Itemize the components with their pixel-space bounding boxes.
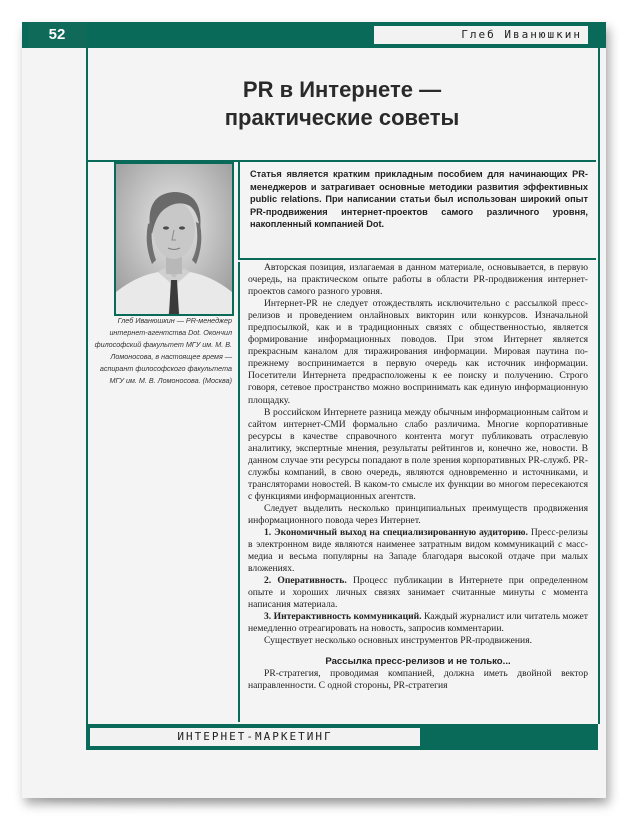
body-paragraph: В российском Интернете разница между обычным информационным сайтом и сайтом интернет-СМИ формально слабо различима. Многие корпоративные ресурсы в качестве справочного контента могут публиковать отраслевую аналитику, экспертные мнения, результаты рейтингов и, конечно же, новости. В данном случае эти ресурсы попадают в поле зрения корпоративных PR-служб. PR-службы компаний, в свою очередь, являются одновременно и источниками, и трансляторами новостей. В каком-то смысле их функции во многом пересекаются с функциями информационных агентств.: [248, 406, 588, 502]
section-label: ИНТЕРНЕТ-МАРКЕТИНГ: [90, 728, 420, 746]
article-body: [238, 262, 596, 722]
title-box: [88, 48, 596, 162]
section-subheading: Рассылка пресс-релизов и не только...: [325, 655, 511, 667]
body-paragraph: Следует выделить несколько принципиальных преимуществ продвижения информационного повода через Интернет.: [248, 502, 588, 526]
point-heading: 3. Интерактивность коммуникаций.: [264, 611, 422, 623]
body-paragraph: Авторская позиция, излагаемая в данном материале, основывается, в первую очередь, на практическом опыте работы в области PR-продвижения интернет-проектов самого разного уровня.: [248, 262, 588, 298]
author-name: Глеб Иванюшкин: [374, 26, 588, 44]
body-paragraph: PR-стратегия, проводимая компанией, должна иметь двойной вектор направленности. С одной стороны, PR-стратегия: [248, 667, 588, 691]
article-lead: Статья является кратким прикладным пособием для начинающих PR-менеджеров и затрагивает основные методики развития эффективных public relations. При написании статьи был использован широкий опыт PR-продвижения интернет-проектов самого различного уровня, накопленный компанией Dot.: [238, 160, 596, 260]
page-header: [22, 22, 606, 48]
point-text: Процесс публикации в Интернете при определенном опыте и хороших личных связях занимает считанные минуты с момента написания материала.: [248, 575, 588, 611]
body-paragraph: Интернет-PR не следует отождествлять исключительно с рассылкой пресс-релизов и проведением онлайновых викторин или конкурсов. Изначальной предпосылкой, как и в традиционных связях с общественностью, является формирование информационных поводов. При этом Интернет является прекрасным каналом для тиражирования информации. Мировая паутина по-прежнему воспринимается в первую очередь как источник информации. Посетители Интернета предрасположены к ее поиску и получению. Строго говоря, сетевое пространство можно воспринимать как единую информационную площадку.: [248, 298, 588, 406]
portrait-image: [116, 164, 232, 314]
point-heading: 2. Оперативность.: [264, 575, 347, 587]
point-text: Пресс-релизы в электронном виде являются наименее затратным видом коммуникаций с масс-медиа и весьма популярны на Западе благодаря высокой отдаче при малых вложениях.: [248, 527, 589, 575]
point-paragraph: [248, 527, 588, 575]
body-paragraph: Существует несколько основных инструментов PR-продвижения.: [264, 635, 533, 647]
point-text: Каждый журналист или читатель может немедленно отреагировать на новость, запросив комментарии.: [248, 611, 588, 635]
magazine-page: [22, 22, 606, 798]
photo-caption: Глеб Иванюшкин — PR-менеджер интернет-агентства Dot. Окончил философский факультет МГУ им. М. В. Ломоносова, в настоящее время — аспирант философского факультета МГУ им. М. В. Ломоносова. (Москва): [94, 316, 232, 385]
article-title-line2: практические советы: [224, 105, 460, 130]
article-title-line1: PR в Интернете —: [242, 77, 442, 102]
page-footer: [86, 724, 598, 750]
page-number: 52: [28, 22, 86, 48]
point-paragraph: [248, 611, 588, 635]
point-paragraph: [248, 575, 588, 611]
author-photo: [114, 162, 234, 316]
point-heading: 1. Экономичный выход на специализированную аудиторию.: [264, 527, 528, 539]
